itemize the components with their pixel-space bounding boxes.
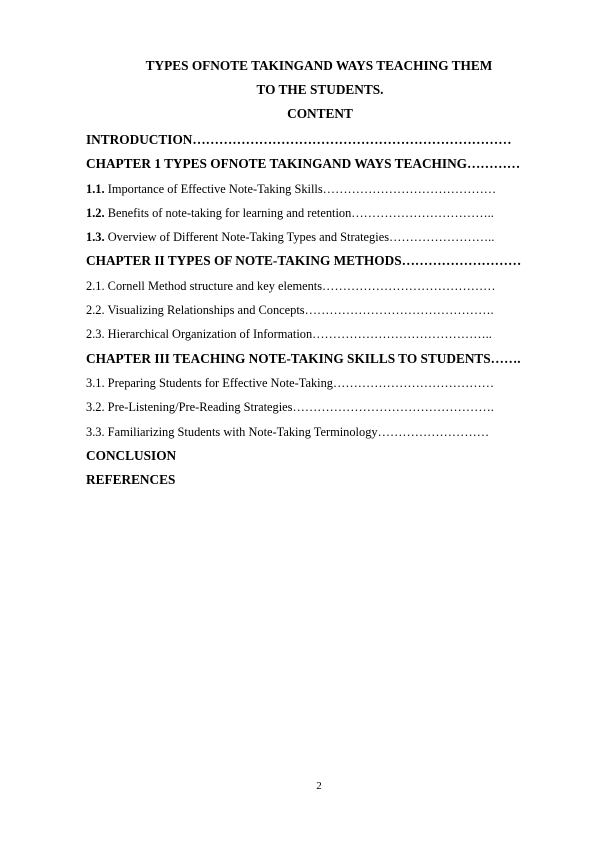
table-of-contents [86, 128, 556, 492]
toc-subsection-entry [86, 420, 556, 444]
toc-heading-entry [86, 128, 556, 152]
page-number: 2 [316, 780, 322, 792]
toc-entry-text: CONCLUSION [86, 447, 177, 463]
toc-heading-entry [86, 468, 556, 492]
toc-subsection-entry [86, 395, 556, 419]
toc-subsection-entry [86, 274, 556, 298]
toc-entry-text: 3.2. Pre-Listening/Pre-Reading Strategies…………………………………………. [86, 400, 494, 415]
toc-entry-number: 1.2. [86, 205, 105, 220]
toc-subsection-entry [86, 225, 556, 249]
toc-entry-text: Importance of Effective Note-Taking Skills…………………………………… [104, 181, 497, 196]
document-title-line-1: TYPES OFNOTE TAKINGAND WAYS TEACHING THEM [145, 58, 493, 73]
toc-subsection-entry [86, 322, 556, 346]
toc-entry-text: 3.1. Preparing Students for Effective Note-Taking………………………………… [86, 375, 495, 390]
contents-heading: CONTENT [287, 106, 353, 121]
toc-entry-number: 1.3. [86, 230, 105, 245]
toc-entry-text: CHAPTER II TYPES OF NOTE-TAKING METHODS……………………… [86, 253, 522, 269]
toc-subsection-entry [86, 371, 556, 395]
document-title-line-2: TO THE STUDENTS. [256, 82, 384, 97]
toc-entry-text: CHAPTER III TEACHING NOTE-TAKING SKILLS TO STUDENTS……. [86, 350, 521, 366]
toc-heading-entry [86, 152, 556, 176]
toc-entry-text: 2.1. Cornell Method structure and key elements…………………………………… [86, 278, 496, 293]
toc-heading-entry [86, 347, 556, 371]
toc-entry-number: 1.1. [86, 181, 105, 196]
toc-entry-text: INTRODUCTION……………………………………………………………… [86, 132, 512, 147]
toc-entry-text: 2.2. Visualizing Relationships and Concepts………………………………………. [86, 303, 494, 318]
toc-entry-text: REFERENCES [86, 472, 176, 488]
toc-subsection-entry [86, 201, 556, 225]
toc-subsection-entry [86, 298, 556, 322]
toc-entry-text: CHAPTER 1 TYPES OFNOTE TAKINGAND WAYS TEACHING………… [86, 156, 521, 172]
toc-heading-entry [86, 249, 556, 273]
toc-entry-text: Benefits of note-taking for learning and retention…………………………….. [104, 205, 494, 220]
toc-heading-entry [86, 444, 556, 468]
toc-subsection-entry [86, 177, 556, 201]
toc-entry-text: Overview of Different Note-Taking Types and Strategies…………………….. [104, 230, 495, 245]
toc-entry-text: 2.3. Hierarchical Organization of Information…………………………………….. [86, 327, 492, 342]
toc-entry-text: 3.3. Familiarizing Students with Note-Taking Terminology……………………… [86, 424, 490, 439]
